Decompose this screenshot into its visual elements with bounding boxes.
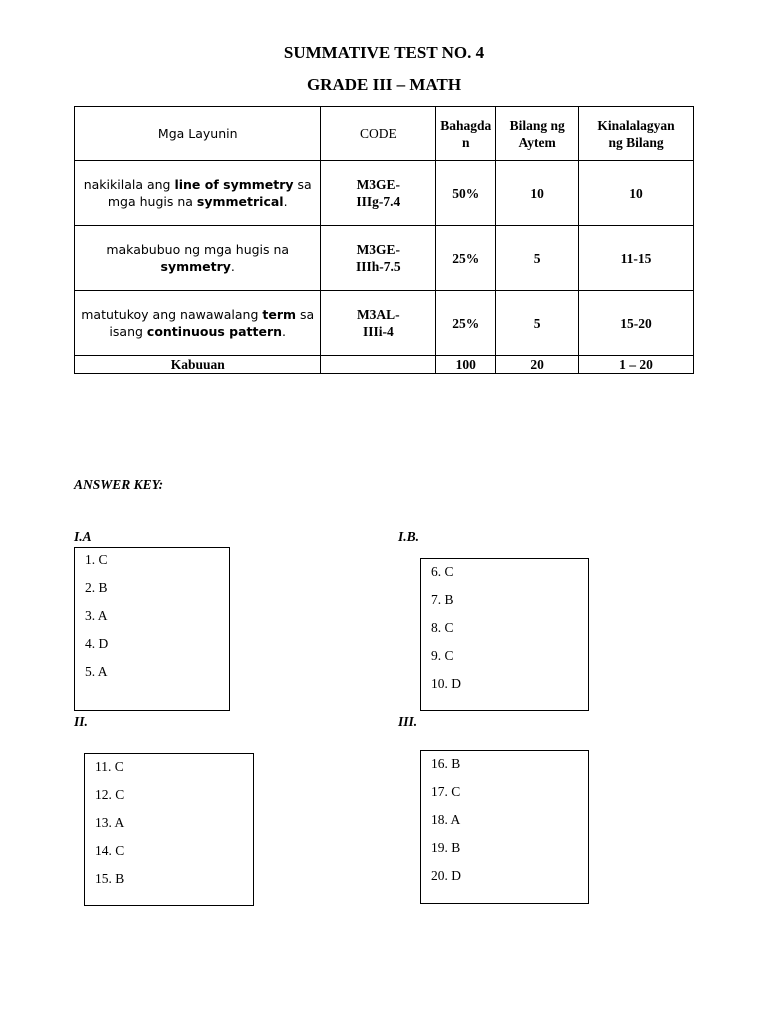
code-cell: M3GE- IIIh-7.5 <box>321 226 436 291</box>
item-count-cell: 5 <box>496 291 579 356</box>
percent-cell: 25% <box>436 226 496 291</box>
code-cell: M3GE- IIIg-7.4 <box>321 161 436 226</box>
total-items: 20 <box>496 356 579 374</box>
answer-item: 16. B <box>431 756 461 771</box>
page-title: SUMMATIVE TEST NO. 4 <box>283 43 485 62</box>
answer-item: 13. A <box>95 815 125 830</box>
objective-cell: makabubuo ng mga hugis na symmetry. <box>75 226 321 291</box>
answer-item: 18. A <box>431 812 461 827</box>
answer-box-ii <box>84 753 254 906</box>
header-code: CODE <box>321 107 436 161</box>
header-placement: Kinalalagyan ng Bilang <box>579 107 694 161</box>
placement-cell: 11-15 <box>579 226 694 291</box>
section-label: I.A <box>74 529 92 544</box>
table-row <box>75 226 694 291</box>
answer-item: 15. B <box>95 871 125 886</box>
table-row <box>75 161 694 226</box>
answer-item: 19. B <box>431 840 461 855</box>
answer-box-iii <box>420 750 589 904</box>
answer-item: 9. C <box>431 648 454 663</box>
total-percent: 100 <box>436 356 496 374</box>
table-header-row <box>75 107 694 161</box>
percent-cell: 50% <box>436 161 496 226</box>
section-label: II. <box>74 714 88 729</box>
table-total-row <box>75 356 694 374</box>
objective-cell: nakikilala ang line of symmetry sa mga hugis na symmetrical. <box>75 161 321 226</box>
header-item-count: Bilang ng Aytem <box>496 107 579 161</box>
percent-cell: 25% <box>436 291 496 356</box>
answer-item: 17. C <box>431 784 461 799</box>
header-percent: Bahagda n <box>436 107 496 161</box>
section-label: III. <box>398 714 418 729</box>
specification-table <box>74 106 694 374</box>
total-label: Kabuuan <box>75 356 321 374</box>
answer-item: 7. B <box>431 592 454 607</box>
objective-cell: matutukoy ang nawawalang term sa isang continuous pattern. <box>75 291 321 356</box>
answer-item: 6. C <box>431 564 454 579</box>
placement-cell: 10 <box>579 161 694 226</box>
placement-cell: 15-20 <box>579 291 694 356</box>
page-subtitle: GRADE III – MATH <box>306 75 462 94</box>
answer-item: 2. B <box>85 580 108 595</box>
item-count-cell: 10 <box>496 161 579 226</box>
answer-item: 20. D <box>431 868 461 883</box>
section-label: I.B. <box>398 529 420 544</box>
answer-item: 12. C <box>95 787 125 802</box>
answer-key-heading: ANSWER KEY: <box>74 477 164 492</box>
total-placement: 1 – 20 <box>579 356 694 374</box>
total-code <box>321 356 436 374</box>
table-row <box>75 291 694 356</box>
answer-box-ia <box>74 547 230 711</box>
answer-box-ib <box>420 558 589 711</box>
answer-item: 10. D <box>431 676 461 691</box>
answer-item: 14. C <box>95 843 125 858</box>
code-cell: M3AL- IIIi-4 <box>321 291 436 356</box>
answer-item: 3. A <box>85 608 108 623</box>
answer-item: 4. D <box>85 636 109 651</box>
answer-item: 8. C <box>431 620 454 635</box>
answer-item: 5. A <box>85 664 108 679</box>
item-count-cell: 5 <box>496 226 579 291</box>
header-objectives: Mga Layunin <box>75 107 321 161</box>
answer-item: 11. C <box>95 759 124 774</box>
answer-item: 1. C <box>85 552 108 567</box>
